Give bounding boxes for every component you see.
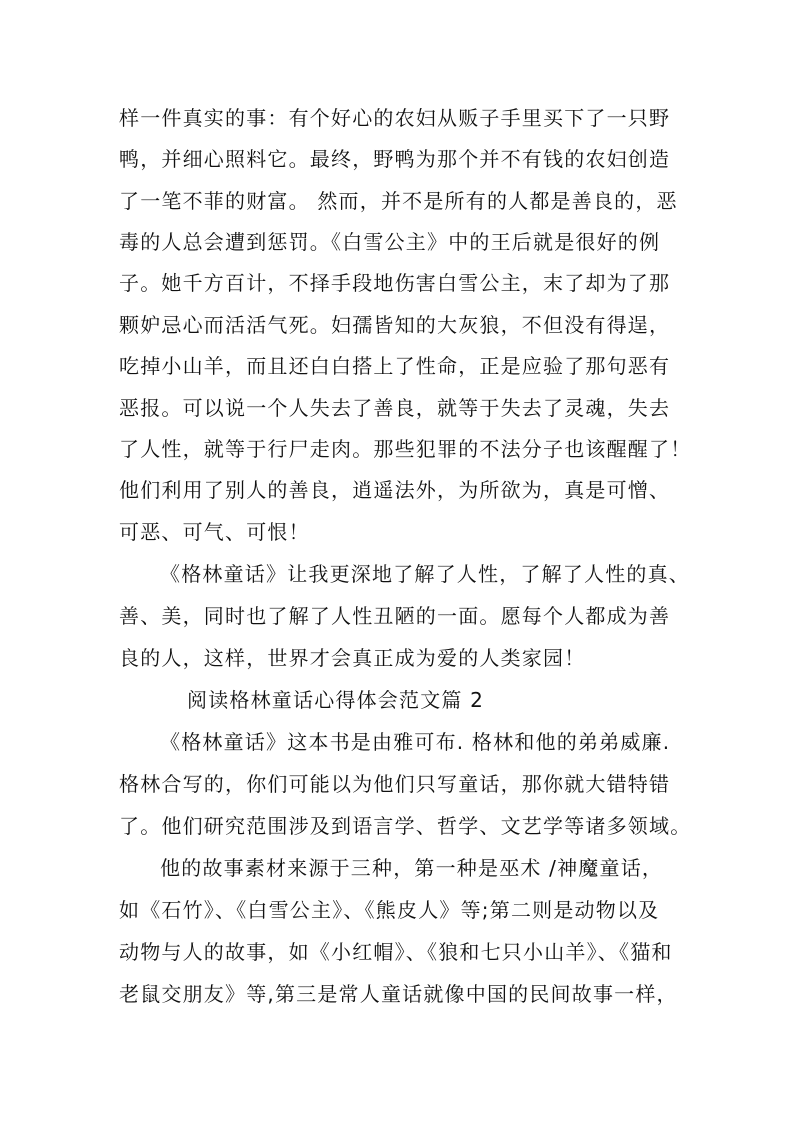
paragraph-line: 老鼠交朋友》等,第三是常人童话就像中国的民间故事一样，: [119, 982, 678, 1006]
paragraph-line: 吃掉小山羊，而且还白白搭上了性命，正是应验了那句恶有: [119, 354, 671, 378]
paragraph-line: 了一笔不菲的财富。 然而，并不是所有的人都是善良的，恶: [119, 189, 678, 213]
paragraph-line: 动物与人的故事，如《小红帽》、《狼和七只小山羊》、《猫和: [119, 940, 673, 964]
paragraph-line: 鸭，并细心照料它。最终，野鸭为那个并不有钱的农妇创造: [119, 147, 671, 171]
paragraph-line: 格林合写的，你们可能以为他们只写童话，那你就大错特错: [119, 772, 671, 796]
paragraph-line: 良的人，这样，世界才会真正成为爱的人类家园！: [119, 646, 586, 670]
paragraph-line: 颗妒忌心而活活气死。妇孺皆知的大灰狼，不但没有得逞，: [119, 313, 671, 337]
paragraph-line: 《格林童话》这本书是由雅可布. 格林和他的弟弟威廉.: [160, 730, 671, 754]
paragraph-line: 样一件真实的事：有个好心的农妇从贩子手里买下了一只野: [119, 106, 671, 130]
paragraph-line: 如《石竹》、《白雪公主》、《熊皮人》等;第二则是动物以及: [119, 898, 660, 922]
paragraph-line: 他们利用了别人的善良，逍遥法外，为所欲为，真是可憎、: [119, 478, 671, 502]
section-heading: 阅读格林童话心得体会范文篇 2: [187, 688, 485, 712]
paragraph-line: 他的故事素材来源于三种，第一种是巫术 /神魔童话，: [160, 856, 664, 880]
paragraph-line: 了人性，就等于行尸走肉。那些犯罪的不法分子也该醒醒了！: [119, 437, 692, 461]
paragraph-line: 子。她千方百计，不择手段地伤害白雪公主，末了却为了那: [119, 271, 671, 295]
paragraph-line: 了。他们研究范围涉及到语言学、哲学、文艺学等诸多领域。: [119, 814, 692, 838]
paragraph-line: 《格林童话》让我更深地了解了人性，了解了人性的真、: [160, 562, 690, 586]
paragraph-line: 善、美，同时也了解了人性丑陋的一面。愿每个人都成为善: [119, 604, 671, 628]
paragraph-line: 可恶、可气、可恨！: [119, 520, 310, 544]
paragraph-line: 恶报。可以说一个人失去了善良，就等于失去了灵魂，失去: [119, 396, 671, 420]
paragraph-line: 毒的人总会遭到惩罚。《白雪公主》中的王后就是很好的例: [119, 230, 661, 254]
